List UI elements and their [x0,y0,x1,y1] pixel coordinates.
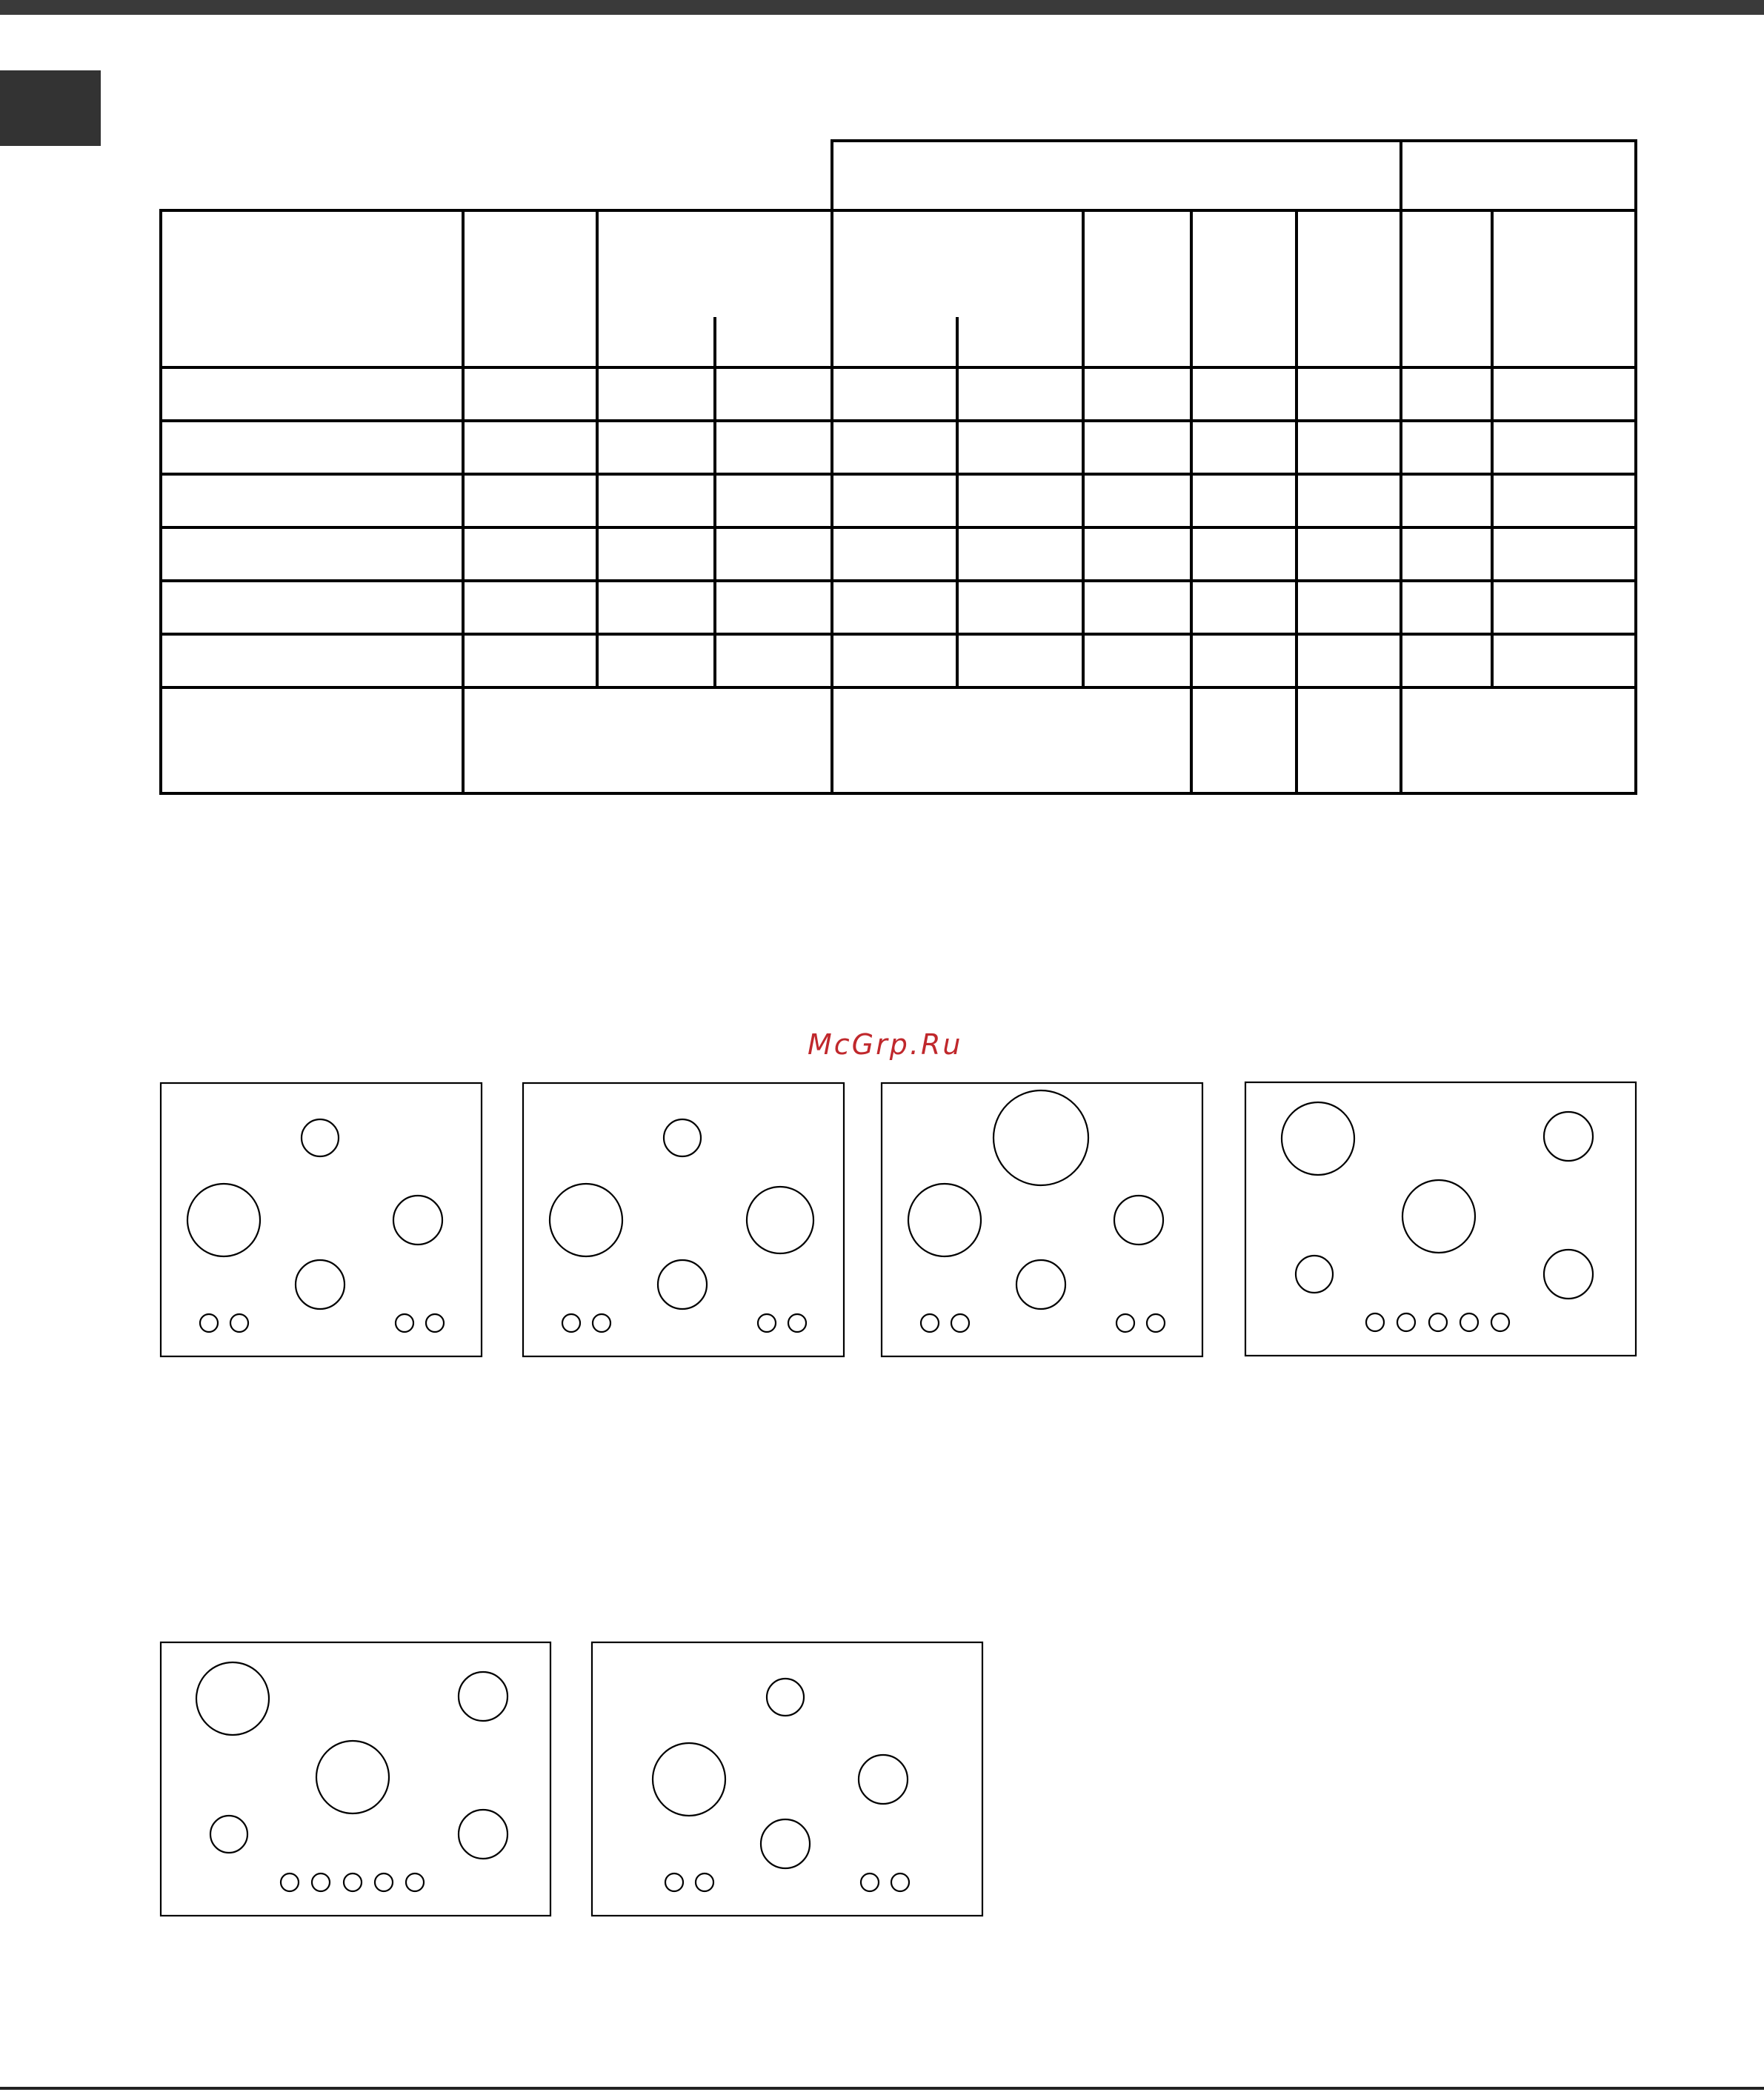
burner-small [767,1679,804,1716]
burner-medium [1114,1196,1163,1245]
hob-diagram-1 [161,1083,482,1356]
burner-medium [761,1819,810,1868]
knob-icon [281,1873,299,1891]
watermark-text: McGrp.Ru [808,1028,963,1061]
burner-medium [296,1260,345,1309]
knob-icon [312,1873,330,1891]
knob-icon [344,1873,362,1891]
burner-medium [393,1196,442,1245]
burner-medium [1544,1250,1593,1299]
knob-icon [593,1314,610,1332]
knob-icon [375,1873,393,1891]
knob-icon [1491,1313,1509,1331]
knob-icon [406,1873,424,1891]
burner-small [210,1816,247,1853]
burner-large [196,1662,269,1735]
knob-icon [758,1314,776,1332]
burner-small [1296,1256,1333,1293]
burner-medium [859,1755,908,1804]
knob-icon [696,1873,713,1891]
burner-wok [994,1090,1088,1185]
knob-icon [1147,1314,1165,1332]
knob-icon [230,1314,248,1332]
knob-icon [1429,1313,1447,1331]
burner-large [747,1187,813,1253]
burner-medium [658,1260,707,1309]
knob-icon [891,1873,909,1891]
knob-icon [788,1314,806,1332]
hob-diagram-4 [1245,1082,1636,1356]
knob-icon [861,1873,879,1891]
burner-large [1282,1102,1354,1175]
knob-icon [1397,1313,1415,1331]
hob-diagram-5 [161,1642,550,1916]
hob-outline [882,1083,1202,1356]
burner-large [316,1741,389,1813]
knob-icon [1116,1314,1134,1332]
hob-outline [523,1083,844,1356]
burner-medium [1544,1112,1593,1161]
hob-outline [592,1642,982,1916]
knob-icon [426,1314,444,1332]
knob-icon [665,1873,683,1891]
knob-icon [1460,1313,1478,1331]
knob-icon [921,1314,939,1332]
knob-icon [951,1314,969,1332]
burner-medium [459,1672,507,1721]
page-footer-rule [0,2087,1764,2090]
knob-icon [1366,1313,1384,1331]
knob-icon [562,1314,580,1332]
burner-small [302,1119,339,1156]
burner-medium [1016,1260,1065,1309]
burner-large [908,1184,981,1256]
knob-icon [396,1314,413,1332]
hob-outline [161,1083,482,1356]
knob-icon [200,1314,218,1332]
burner-medium [459,1810,507,1859]
burner-large [187,1184,260,1256]
hob-diagram-2 [523,1083,844,1356]
burner-large [653,1743,725,1816]
burner-large [550,1184,622,1256]
hob-diagram-6 [592,1642,982,1916]
burner-large [1402,1180,1475,1253]
burner-small [664,1119,701,1156]
hob-diagram-3 [882,1083,1202,1356]
